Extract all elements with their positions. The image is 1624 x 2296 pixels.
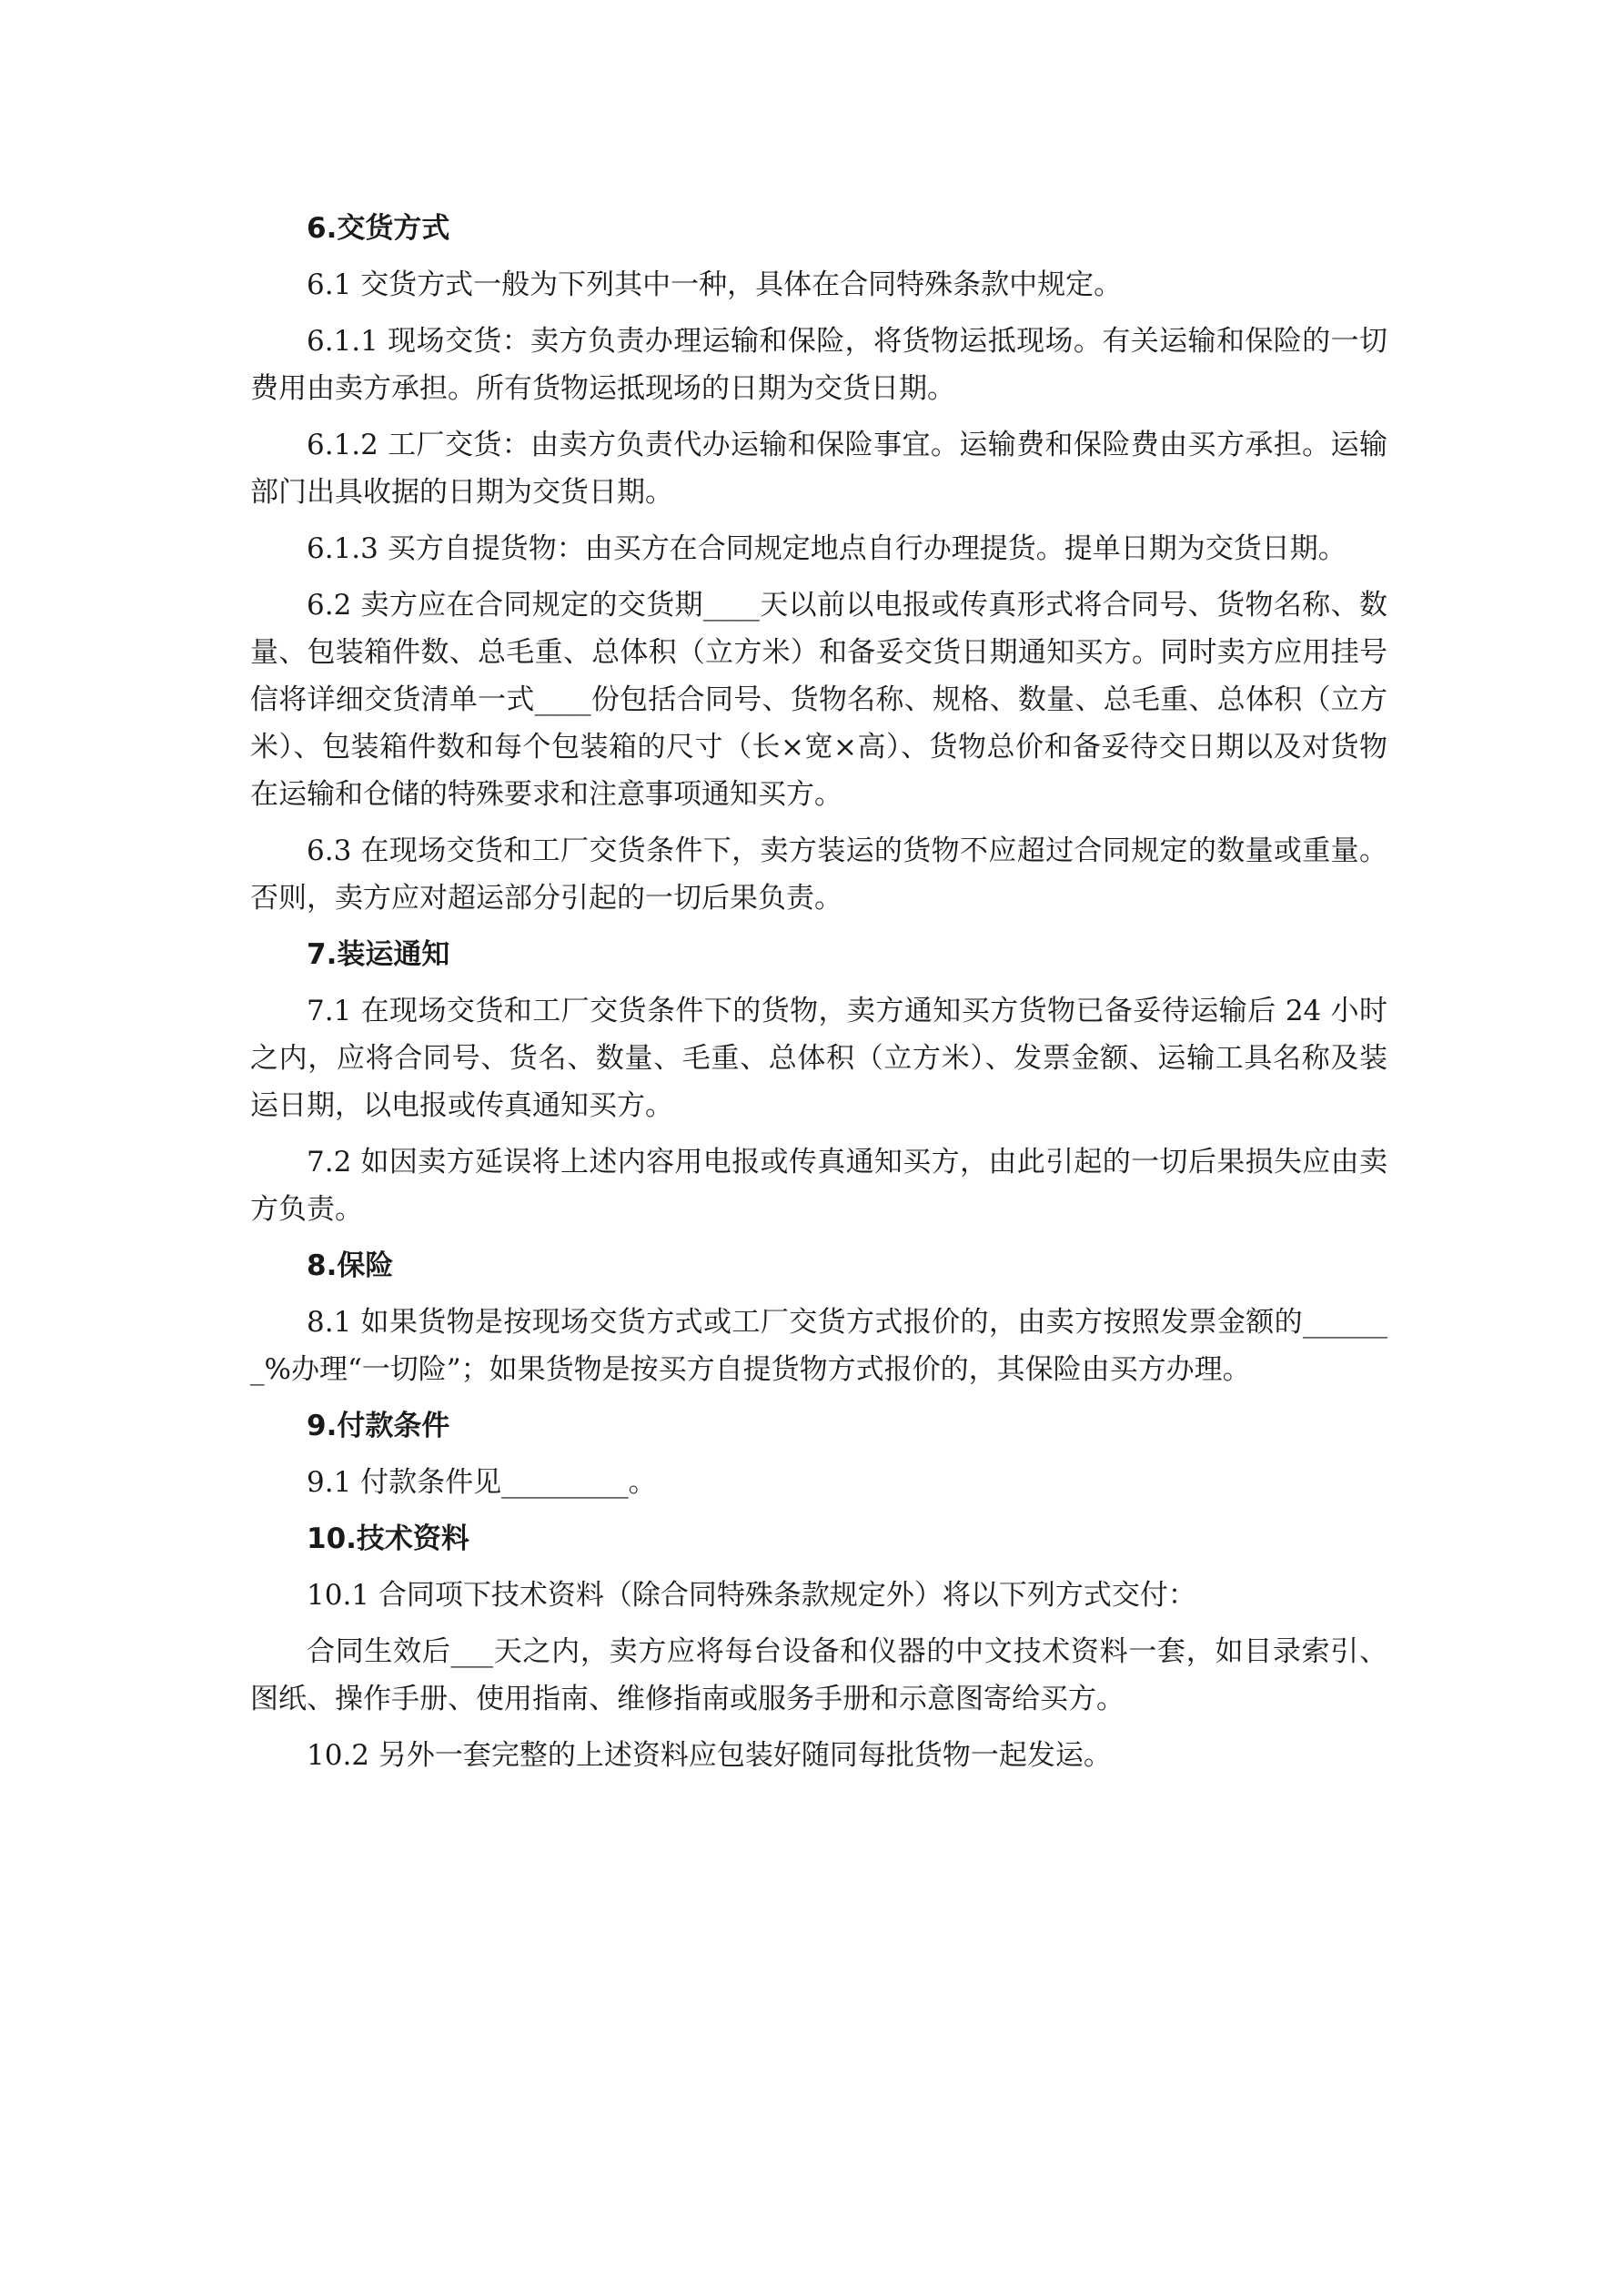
paragraph-8-1: 8.1 如果货物是按现场交货方式或工厂交货方式报价的，由卖方按照发票金额的_______%办理“一切险”；如果货物是按买方自提货物方式报价的，其保险由买方办理。 [250, 1306, 1387, 1386]
paragraph-6-2: 6.2 卖方应在合同规定的交货期____天以前以电报或传真形式将合同号、货物名称、数量、包装箱件数、总毛重、总体积（立方米）和备妥交货日期通知买方。同时卖方应用挂号信将详细交货清单一式____份包括合同号、货物名称、规格、数量、总毛重、总体积（立方米）、包装箱件数和每个包装箱的尺寸（长×宽×高）、货物总价和备妥待交日期以及对货物在运输和仓储的特殊要求和注意事项通知买方。 [250, 589, 1387, 811]
paragraph-6-3: 6.3 在现场交货和工厂交货条件下，卖方装运的货物不应超过合同规定的数量或重量。否则，卖方应对超运部分引起的一切后果负责。 [250, 834, 1387, 915]
paragraph-7-1: 7.1 在现场交货和工厂交货条件下的货物，卖方通知买方货物已备妥待运输后 24 小时之内，应将合同号、货名、数量、毛重、总体积（立方米）、发票金额、运输工具名称及装运日期，以电报或传真通知买方。 [250, 995, 1387, 1122]
paragraph-10-2: 10.2 另外一套完整的上述资料应包装好随同每批货物一起发运。 [307, 1739, 1112, 1772]
section-heading-8: 8.保险 [307, 1249, 394, 1282]
paragraph-10-1-detail: 合同生效后___天之内，卖方应将每台设备和仪器的中文技术资料一套，如目录索引、图纸、操作手册、使用指南、维修指南或服务手册和示意图寄给买方。 [250, 1635, 1387, 1715]
paragraph-6-1: 6.1 交货方式一般为下列其中一种，具体在合同特殊条款中规定。 [307, 268, 1123, 301]
section-heading-7: 7.装运通知 [307, 938, 450, 971]
paragraph-9-1: 9.1 付款条件见_________。 [307, 1466, 657, 1499]
section-heading-6: 6.交货方式 [307, 212, 450, 245]
paragraph-6-1-3: 6.1.3 买方自提货物：由买方在合同规定地点自行办理提货。提单日期为交货日期。 [307, 532, 1347, 565]
paragraph-6-1-2: 6.1.2 工厂交货：由卖方负责代办运输和保险事宜。运输费和保险费由买方承担。运输部门出具收据的日期为交货日期。 [250, 429, 1387, 509]
section-heading-10: 10.技术资料 [307, 1522, 469, 1555]
section-heading-9: 9.付款条件 [307, 1410, 450, 1442]
document-page [250, 205, 1387, 1788]
paragraph-6-1-1: 6.1.1 现场交货：卖方负责办理运输和保险，将货物运抵现场。有关运输和保险的一切费用由卖方承担。所有货物运抵现场的日期为交货日期。 [250, 325, 1387, 405]
paragraph-10-1: 10.1 合同项下技术资料（除合同特殊条款规定外）将以下列方式交付： [307, 1579, 1196, 1612]
paragraph-7-2: 7.2 如因卖方延误将上述内容用电报或传真通知买方，由此引起的一切后果损失应由卖方负责。 [250, 1146, 1387, 1226]
